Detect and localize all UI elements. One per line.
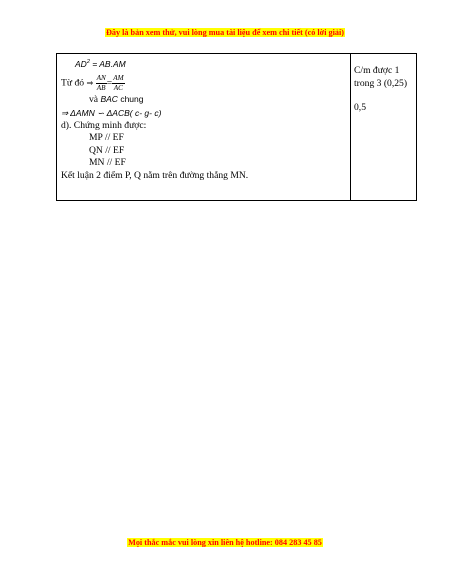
solution-table <box>56 53 417 201</box>
conclusion-line: Kết luận 2 điểm P, Q nằm trên đường thẳng MN. <box>61 169 249 181</box>
fraction-denominator: AC <box>113 83 123 92</box>
implies-symbol: ⇒ <box>86 78 94 88</box>
parallel-qn: QN // EF <box>89 144 125 156</box>
solution-cell <box>57 54 351 201</box>
eq1-rhs: = AB.AM <box>89 59 126 70</box>
parallel-mp: MP // EF <box>89 132 124 144</box>
fraction-numerator: AM <box>113 73 124 82</box>
fraction-am-ac <box>112 74 124 93</box>
score-cell <box>351 54 417 201</box>
angle-name: BAC <box>100 93 118 104</box>
eq1-exponent: 2 <box>86 59 90 65</box>
similarity-line: ⇒ ΔAMN ∽ ΔACB( c- g- c) <box>61 108 162 119</box>
from-label: Từ đó <box>61 77 85 89</box>
preview-banner-text: Đây là bản xem thử, vui lòng mua tài liệu để xem chi tiết (có lời giải) <box>105 28 344 37</box>
fraction-an-ab <box>96 74 107 93</box>
part-d-heading: d). Chứng minh được: <box>61 119 147 131</box>
ratio-line <box>61 74 346 93</box>
eq1-lhs: AD <box>75 59 87 70</box>
equation-line-1 <box>61 56 346 72</box>
preview-banner <box>0 28 450 37</box>
hotline-banner-text: Mọi thắc mắc vui lòng xin liên hệ hotline: 084 283 45 85 <box>128 538 322 547</box>
common-angle-line <box>61 93 346 107</box>
equals-sign: = <box>106 77 113 89</box>
score-note-2: 0,5 <box>354 102 366 113</box>
angle-suffix: chung <box>117 93 144 104</box>
score-note-1: C/m được 1 trong 3 (0,25) <box>354 65 408 89</box>
and-label: và <box>89 93 99 105</box>
hotline-banner <box>0 538 450 547</box>
fraction-denominator: AB <box>96 83 106 92</box>
solution-row <box>57 54 417 201</box>
parallel-mn: MN // EF <box>89 157 126 169</box>
fraction-numerator: AN <box>96 73 106 82</box>
